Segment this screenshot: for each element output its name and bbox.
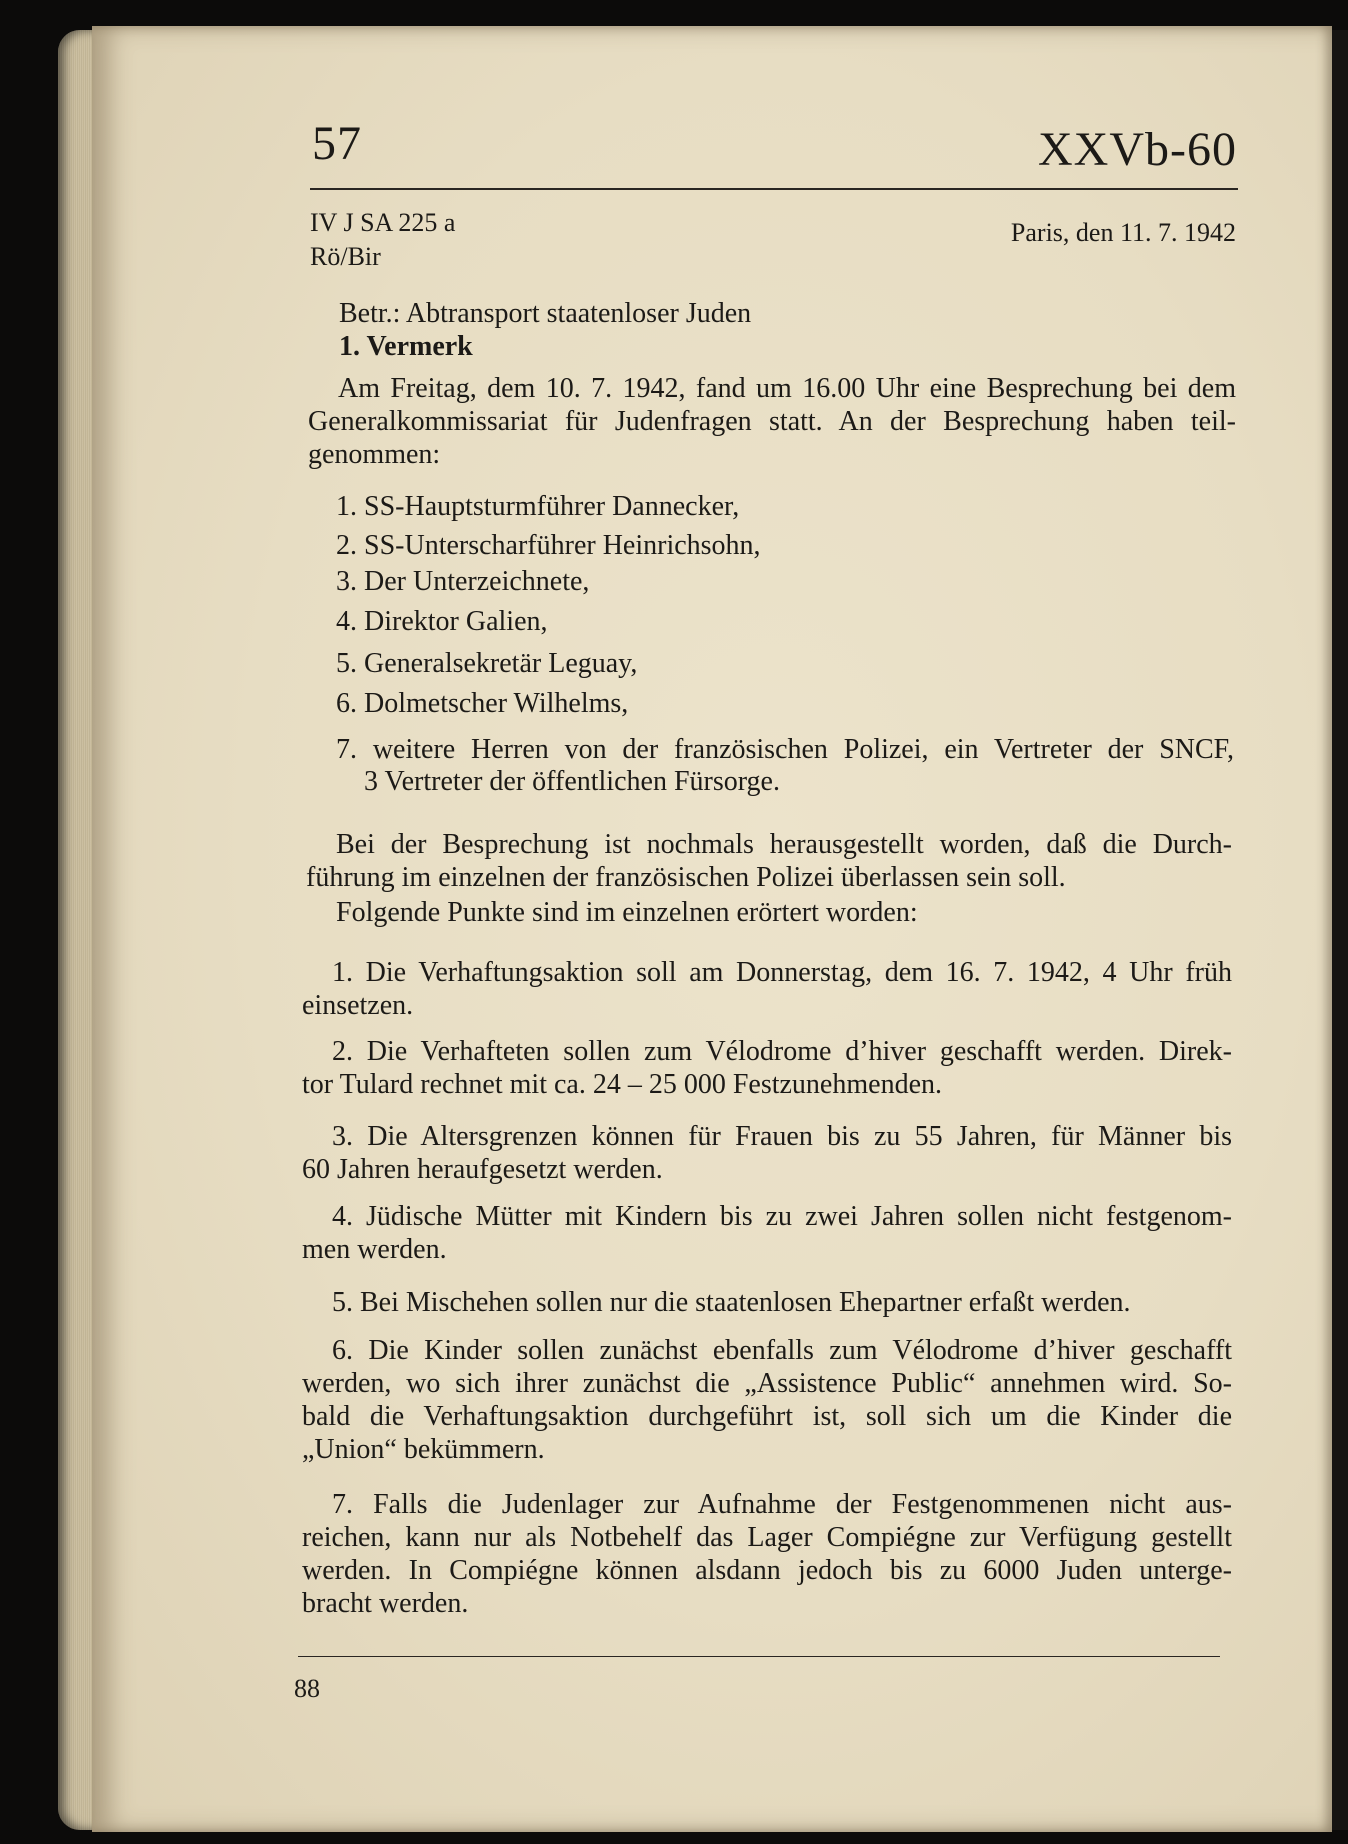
point-line: bracht werden. [302, 1588, 469, 1619]
intro-line: Am Freitag, dem 10. 7. 1942, fand um 16.00 Uhr eine Besprechung bei dem [338, 373, 1236, 404]
participant-item [336, 733, 1234, 766]
point-line: tor Tulard rechnet mit ca. 24 – 25 000 Festzunehmenden. [302, 1069, 942, 1100]
point-line: 5. Bei Mischehen sollen nur die staatenlosen Ehepartner erfaßt werden. [332, 1287, 1131, 1318]
participant-item: 1. SS-Hauptsturmführer Dannecker, [336, 491, 740, 522]
point-line: werden. In Compiégne können alsdann jedoch bis zu 6000 Juden unterge- [302, 1555, 1232, 1586]
participant-line: 7. weitere Herren von der französischen Polizei, ein Vertreter der SNCF, [336, 734, 1234, 765]
point-4 [302, 1200, 1232, 1266]
intro-line: Generalkommissariat für Judenfragen statt. An der Besprechung haben teil- [308, 406, 1236, 437]
section-heading: 1. Vermerk [339, 331, 473, 362]
participant-item-continuation: 3 Vertreter der öffentlichen Fürsorge. [364, 766, 780, 797]
discussion-line: führung im einzelnen der französischen Polizei überlassen sein soll. [306, 862, 1066, 893]
discussion-paragraph [306, 828, 1232, 894]
header-document-code: XXVb-60 [1038, 123, 1237, 176]
point-2 [302, 1035, 1232, 1101]
intro-paragraph [308, 372, 1236, 471]
footer-rule [298, 1656, 1220, 1657]
point-line: 60 Jahren heraufgesetzt werden. [302, 1154, 663, 1185]
point-5 [302, 1286, 1232, 1319]
point-line: 4. Jüdische Mütter mit Kindern bis zu zwei Jahren sollen nicht festgenom- [332, 1201, 1232, 1232]
point-3 [302, 1120, 1232, 1186]
header-page-number: 57 [312, 117, 362, 170]
header-rule [310, 188, 1238, 190]
point-line: 2. Die Verhafteten sollen zum Vélodrome d’hiver geschafft werden. Direk- [332, 1036, 1232, 1067]
point-line: „Union“ bekümmern. [302, 1434, 545, 1465]
participant-item: 6. Dolmetscher Wilhelms, [336, 688, 629, 719]
author-initials: Rö/Bir [310, 242, 381, 271]
intro-line: genommen: [308, 439, 441, 470]
point-line: 3. Die Altersgrenzen können für Frauen bis zu 55 Jahren, für Männer bis [332, 1121, 1232, 1152]
point-line: 7. Falls die Judenlager zur Aufnahme der Festgenommenen nicht aus- [332, 1489, 1232, 1520]
participant-item: 5. Generalsekretär Leguay, [336, 648, 638, 679]
point-1 [302, 956, 1232, 1022]
point-line: 1. Die Verhaftungsaktion soll am Donnerstag, dem 16. 7. 1942, 4 Uhr früh [332, 957, 1232, 988]
point-line: 6. Die Kinder sollen zunächst ebenfalls zum Vélodrome d’hiver geschafft [332, 1335, 1232, 1366]
discussion-line: Bei der Besprechung ist nochmals herausgestellt worden, daß die Durch- [336, 829, 1232, 860]
scan-border [1332, 30, 1348, 1830]
point-line: bald die Verhaftungsaktion durchgeführt ist, soll sich um die Kinder die [302, 1401, 1232, 1432]
participant-item: 2. SS-Unterscharführer Heinrichsohn, [336, 530, 761, 561]
point-line: werden, wo sich ihrer zunächst die „Assistence Public“ annehmen wird. So- [302, 1368, 1232, 1399]
participant-item: 3. Der Unterzeichnete, [336, 566, 590, 597]
point-line: einsetzen. [302, 990, 414, 1021]
participant-item: 4. Direktor Galien, [336, 606, 548, 637]
subject-line: Betr.: Abtransport staatenloser Juden [339, 298, 752, 329]
point-line: men werden. [302, 1234, 447, 1265]
point-line: reichen, kann nur als Notbehelf das Lager Compiégne zur Verfügung gestellt [302, 1522, 1232, 1553]
place-date: Paris, den 11. 7. 1942 [1010, 218, 1236, 247]
footer-page-number: 88 [294, 1674, 320, 1703]
file-reference: IV J SA 225 a [310, 208, 456, 237]
points-intro: Folgende Punkte sind im einzelnen erörtert worden: [336, 897, 918, 928]
point-7 [302, 1488, 1232, 1620]
point-6 [302, 1334, 1232, 1466]
